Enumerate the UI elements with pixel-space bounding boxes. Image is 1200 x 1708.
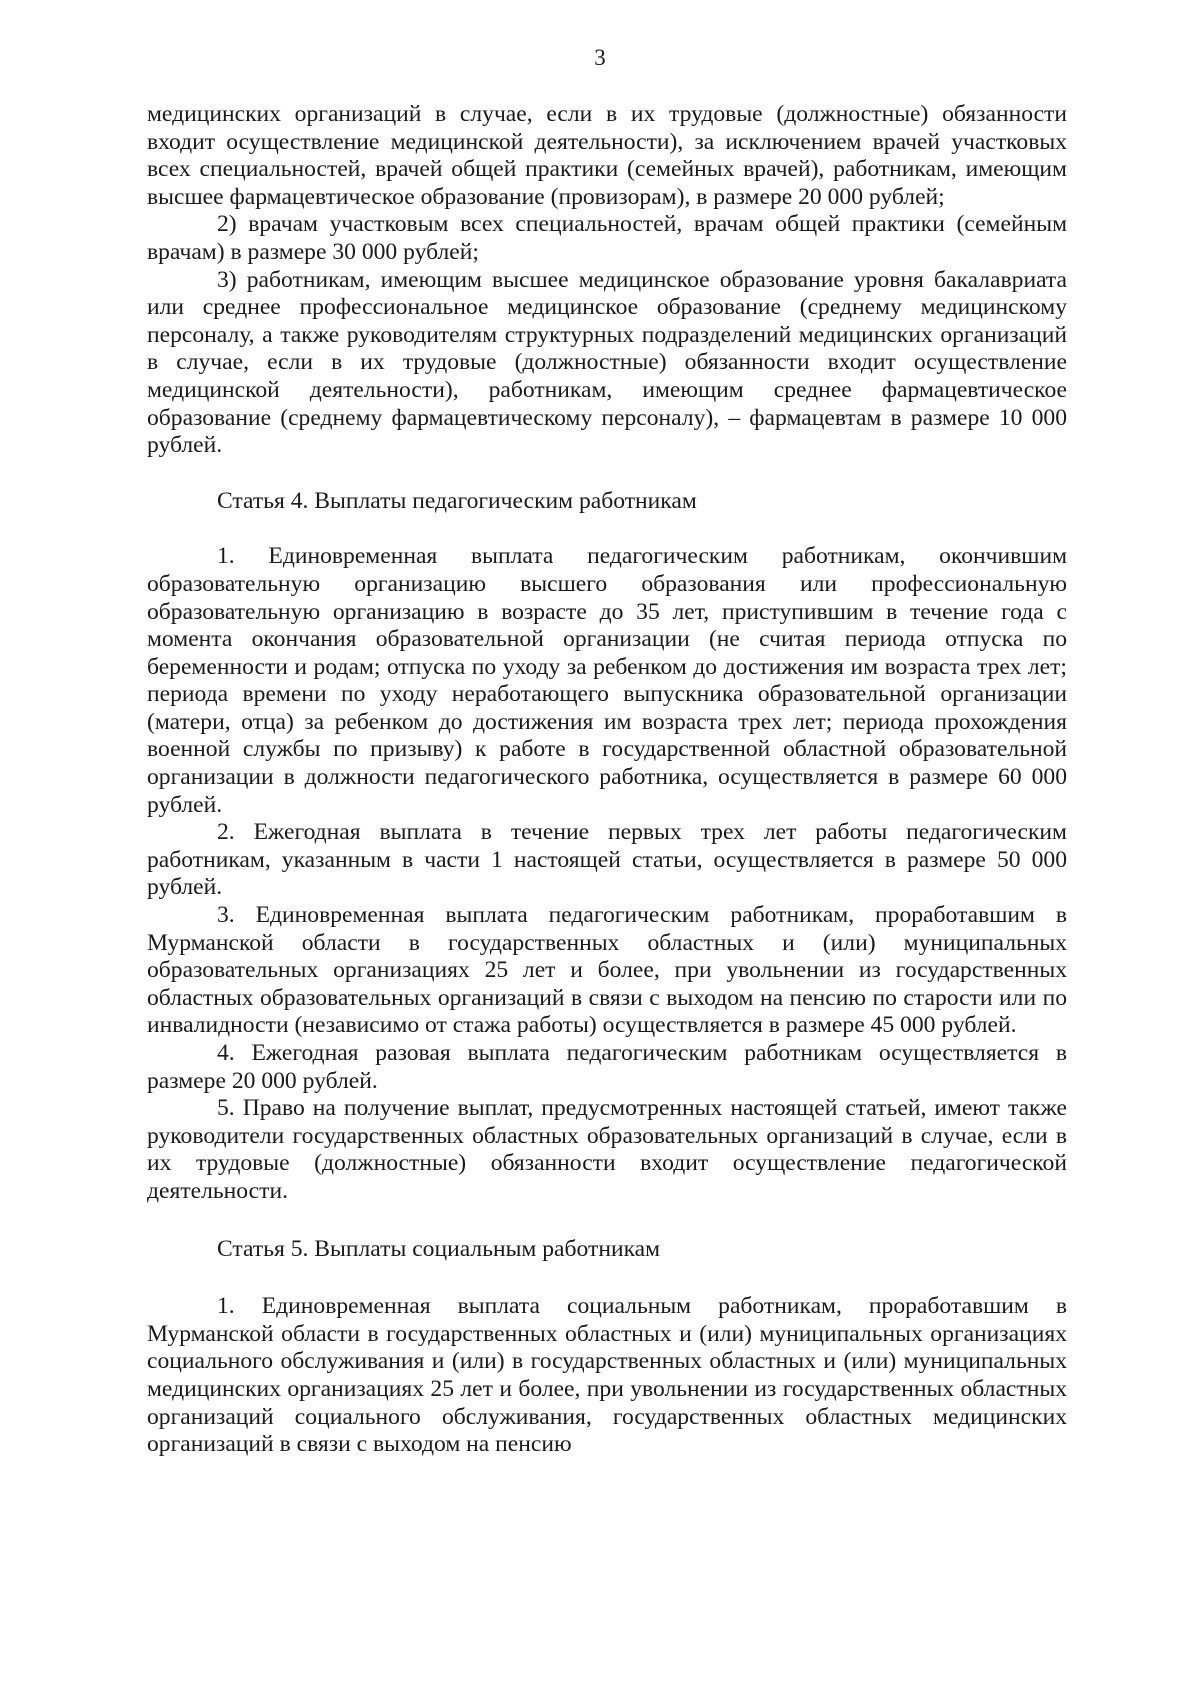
article-4-part-5: 5. Право на получение выплат, предусмотренных настоящей статьей, имеют также руководители государственных областных образовательных организаций в случае, если в их трудовые (должностные) обязанности входит осуществление педагогической деятельности. (147, 1095, 1067, 1204)
paragraph-item-3: 3) работникам, имеющим высшее медицинское образование уровня бакалавриата или среднее профессиональное медицинское образование (среднему медицинскому персоналу, а также руководителям структурных подразделений медицинских организаций в случае, если в их трудовые (должностные) обязанности входит осуществление медицинской деятельности), работникам, имеющим среднее фармацевтическое образование (среднему фармацевтическому персоналу), – фармацевтам в размере 10 000 рублей. (147, 266, 1067, 459)
article-4-part-4: 4. Ежегодная разовая выплата педагогическим работникам осуществляется в размере 20 000 рублей. (147, 1040, 1067, 1094)
paragraph-continuation: медицинских организаций в случае, если в их трудовые (должностные) обязанности входит осуществление медицинской деятельности), за исключением врачей участковых всех специальностей, врачей общей практики (семейных врачей), работникам, имеющим высшее фармацевтическое образование (провизорам), в размере 20 000 рублей; (147, 101, 1067, 210)
article-5-heading: Статья 5. Выплаты социальным работникам (217, 1235, 661, 1262)
article-4-heading: Статья 4. Выплаты педагогическим работникам (217, 487, 697, 514)
document-body (147, 101, 1067, 1459)
page-number: 3 (594, 45, 606, 70)
article-4-part-1: 1. Единовременная выплата педагогическим работникам, окончившим образовательную организацию высшего образования или профессиональную образовательную организацию в возрасте до 35 лет, приступившим в течение года с момента окончания образовательной организации (не считая периода отпуска по беременности и родам; отпуска по уходу за ребенком до достижения им возраста трех лет; периода времени по уходу неработающего выпускника образовательной организации (матери, отца) за ребенком до достижения им возраста трех лет; периода прохождения военной службы по призыву) к работе в государственной областной образовательной организации в должности педагогического работника, осуществляется в размере 60 000 рублей. (147, 543, 1067, 818)
article-4-part-2: 2. Ежегодная выплата в течение первых трех лет работы педагогическим работникам, указанным в части 1 настоящей статьи, осуществляется в размере 50 000 рублей. (147, 819, 1067, 901)
article-5-part-1: 1. Единовременная выплата социальным работникам, проработавшим в Мурманской области в государственных областных и (или) муниципальных организациях социального обслуживания и (или) в государственных областных и (или) муниципальных медицинских организациях 25 лет и более, при увольнении из государственных областных организаций социального обслуживания, государственных областных медицинских организаций в связи с выходом на пенсию (147, 1293, 1067, 1458)
paragraph-item-2: 2) врачам участковым всех специальностей, врачам общей практики (семейным врачам) в размере 30 000 рублей; (147, 211, 1067, 265)
article-4-part-3: 3. Единовременная выплата педагогическим работникам, проработавшим в Мурманской области в государственных областных и (или) муниципальных образовательных организациях 25 лет и более, при увольнении из государственных областных образовательных организаций в связи с выходом на пенсию по старости или по инвалидности (независимо от стажа работы) осуществляется в размере 45 000 рублей. (147, 902, 1067, 1039)
